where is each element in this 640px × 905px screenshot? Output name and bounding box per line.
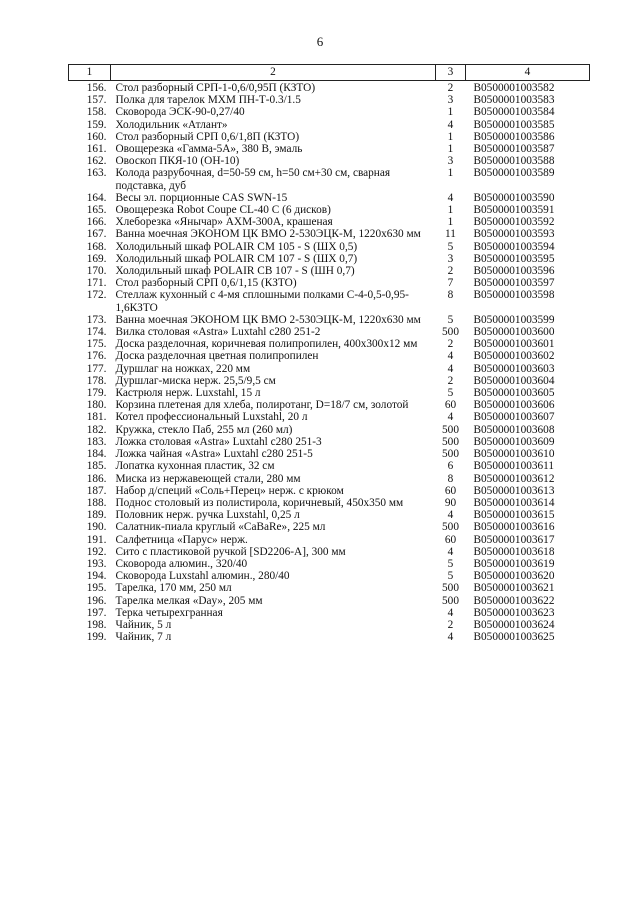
row-number: 157. (86, 94, 107, 107)
row-number: 167. (86, 228, 107, 241)
row-number: 182. (86, 423, 107, 436)
table-row (69, 119, 590, 131)
row-number: 193. (86, 557, 107, 570)
item-code: B0500001003617 (473, 533, 555, 546)
item-name: Овощерезка Robot Coupe CL-40 C (6 дисков) (115, 204, 331, 217)
table-row (69, 631, 590, 643)
row-number: 156. (86, 82, 107, 94)
item-name: Сковорода Luxstahl алюмин., 280/40 (115, 570, 290, 583)
row-number: 170. (86, 265, 107, 278)
table-row (69, 204, 590, 216)
row-number: 176. (86, 350, 107, 363)
item-name: Холодильный шкаф POLAIR CM 107 - S (ШХ 0,7) (115, 252, 358, 265)
item-code: B0500001003612 (473, 472, 555, 485)
table-row (69, 289, 590, 313)
item-name: Холодильный шкаф POLAIR CM 105 - S (ШХ 0,5) (115, 240, 358, 253)
table-row (69, 411, 590, 423)
item-code: B0500001003588 (473, 155, 555, 168)
item-quantity: 4 (447, 631, 454, 644)
item-code: B0500001003583 (473, 94, 555, 107)
table-row (69, 521, 590, 533)
row-number: 188. (86, 496, 107, 509)
item-name: Доска разделочная цветная полипропилен (115, 350, 319, 363)
item-code: B0500001003591 (473, 204, 555, 217)
item-name: Сито с пластиковой ручкой [SD2206-A], 300 мм (115, 545, 346, 558)
item-quantity: 8 (447, 472, 454, 485)
table-row (69, 473, 590, 485)
item-quantity: 60 (444, 484, 457, 497)
row-number: 180. (86, 399, 107, 412)
item-code: B0500001003586 (473, 130, 555, 143)
item-name: Полка для тарелок МХМ ПН-Т-0.3/1.5 (115, 94, 301, 107)
item-code: B0500001003611 (473, 460, 555, 473)
item-code: B0500001003593 (473, 228, 555, 241)
item-name: Ложка столовая «Astra» Luxtahl c280 251-3 (115, 435, 322, 448)
item-code: B0500001003622 (473, 594, 555, 607)
item-quantity: 4 (447, 509, 454, 522)
table-row (69, 131, 590, 143)
item-code: B0500001003601 (473, 338, 555, 351)
table-body (69, 81, 590, 644)
item-quantity: 5 (447, 570, 454, 583)
item-code: B0500001003589 (473, 167, 555, 180)
row-number: 158. (86, 106, 107, 119)
table-row (69, 595, 590, 607)
item-name: Овоскоп ПКЯ-10 (ОН-10) (115, 155, 240, 168)
item-name: Весы эл. порционные CAS SWN-15 (115, 191, 288, 204)
item-quantity: 11 (445, 228, 456, 241)
row-number: 165. (86, 204, 107, 217)
row-number: 168. (86, 240, 107, 253)
item-quantity: 2 (447, 338, 454, 351)
table-row (69, 106, 590, 118)
item-quantity: 2 (447, 618, 454, 631)
item-name: Овощерезка «Гамма-5А», 380 В, эмаль (115, 143, 303, 156)
item-quantity: 8 (447, 289, 454, 302)
row-number: 177. (86, 362, 107, 375)
item-quantity: 90 (444, 496, 457, 509)
item-code: B0500001003599 (473, 313, 555, 326)
item-code: B0500001003624 (473, 618, 555, 631)
item-quantity: 2 (447, 374, 454, 387)
table-row (69, 265, 590, 277)
table-row (69, 228, 590, 240)
table-row (69, 241, 590, 253)
item-name: Лопатка кухонная пластик, 32 см (115, 460, 275, 473)
table-row (69, 94, 590, 106)
table-row (69, 375, 590, 387)
table-row (69, 534, 590, 546)
item-quantity: 500 (442, 448, 459, 461)
table-row (69, 350, 590, 362)
table-row (69, 143, 590, 155)
item-name: Тарелка, 170 мм, 250 мл (115, 582, 232, 595)
item-quantity: 4 (447, 350, 454, 363)
item-quantity: 2 (447, 265, 454, 278)
item-name: Миска из нержавеющей стали, 280 мм (115, 472, 301, 485)
item-quantity: 1 (447, 130, 454, 143)
row-number: 192. (86, 545, 107, 558)
table-row (69, 582, 590, 594)
item-name: Вилка столовая «Astra» Luxtahl c280 251-2 (115, 326, 321, 339)
item-quantity: 1 (447, 167, 454, 180)
item-quantity: 500 (442, 423, 459, 436)
item-quantity: 500 (442, 521, 459, 534)
item-code: B0500001003625 (473, 631, 555, 644)
item-code: B0500001003600 (473, 326, 555, 339)
row-number: 171. (86, 277, 107, 290)
item-name: Колода разрубочная, d=50-59 см, h=50 см+30 см, сварная подставка, дуб (115, 167, 391, 192)
column-header-name: 2 (111, 65, 436, 81)
item-code: B0500001003604 (473, 374, 555, 387)
item-quantity: 6 (447, 460, 454, 473)
row-number: 179. (86, 387, 107, 400)
item-quantity: 4 (447, 362, 454, 375)
row-number: 190. (86, 521, 107, 534)
table-header-row (69, 65, 590, 81)
item-name: Стол разборный СРП 0,6/1,8П (КЗТО) (115, 130, 300, 143)
item-name: Холодильный шкаф POLAIR CB 107 - S (ШН 0,7) (115, 265, 355, 278)
row-number: 191. (86, 533, 107, 546)
item-name: Сковорода ЭСК-90-0,27/40 (115, 106, 245, 119)
item-quantity: 4 (447, 118, 454, 131)
item-quantity: 2 (447, 82, 454, 94)
table-row (69, 509, 590, 521)
item-code: B0500001003584 (473, 106, 555, 119)
column-header-code: 4 (466, 65, 590, 81)
page-number: 6 (316, 34, 324, 49)
item-name: Дуршлаг на ножках, 220 мм (115, 362, 251, 375)
item-code: B0500001003602 (473, 350, 555, 363)
row-number: 196. (86, 594, 107, 607)
table-row (69, 448, 590, 460)
item-quantity: 4 (447, 545, 454, 558)
item-quantity: 4 (447, 606, 454, 619)
item-name: Котел профессиональный Luxstahl, 20 л (115, 411, 308, 424)
table-row (69, 81, 590, 95)
item-code: B0500001003587 (473, 143, 555, 156)
item-code: B0500001003607 (473, 411, 555, 424)
item-code: B0500001003582 (473, 82, 555, 94)
column-header-number: 1 (69, 65, 111, 81)
item-code: B0500001003623 (473, 606, 555, 619)
item-quantity: 1 (447, 106, 454, 119)
item-quantity: 4 (447, 411, 454, 424)
item-quantity: 1 (447, 204, 454, 217)
item-name: Чайник, 7 л (115, 631, 172, 644)
row-number: 195. (86, 582, 107, 595)
item-name: Доска разделочная, коричневая полипропилен, 400х300х12 мм (115, 338, 418, 351)
item-name: Поднос столовый из полистирола, коричневый, 450х350 мм (115, 496, 404, 509)
table-row (69, 387, 590, 399)
item-code: B0500001003592 (473, 216, 555, 229)
table-row (69, 253, 590, 265)
item-code: B0500001003594 (473, 240, 555, 253)
item-name: Стол разборный СРП 0,6/1,15 (КЗТО) (115, 277, 297, 290)
item-quantity: 1 (447, 216, 454, 229)
item-code: B0500001003609 (473, 435, 555, 448)
row-number: 173. (86, 313, 107, 326)
item-quantity: 3 (447, 94, 454, 107)
item-quantity: 7 (447, 277, 454, 290)
item-code: B0500001003620 (473, 570, 555, 583)
item-code: B0500001003598 (473, 289, 555, 302)
column-header-quantity: 3 (436, 65, 466, 81)
row-number: 178. (86, 374, 107, 387)
table-row (69, 155, 590, 167)
item-quantity: 500 (442, 326, 459, 339)
table-row (69, 338, 590, 350)
table-row (69, 497, 590, 509)
item-quantity: 4 (447, 191, 454, 204)
table-row (69, 424, 590, 436)
row-number: 197. (86, 606, 107, 619)
item-code: B0500001003619 (473, 557, 555, 570)
inventory-table (68, 64, 590, 643)
row-number: 199. (86, 631, 107, 644)
item-quantity: 3 (447, 252, 454, 265)
row-number: 160. (86, 130, 107, 143)
row-number: 159. (86, 118, 107, 131)
table-row (69, 192, 590, 204)
row-number: 189. (86, 509, 107, 522)
item-name: Чайник, 5 л (115, 618, 172, 631)
item-quantity: 5 (447, 557, 454, 570)
item-name: Дуршлаг-миска нерж. 25,5/9,5 см (115, 374, 276, 387)
row-number: 185. (86, 460, 107, 473)
item-name: Стол разборный СРП-1-0,6/0,95П (КЗТО) (115, 82, 316, 94)
item-name: Ванна моечная ЭКОНОМ ЦК ВМО 2-530ЭЦК-М, 1220х630 мм (115, 313, 421, 326)
item-name: Кружка, стекло Паб, 255 мл (260 мл) (115, 423, 293, 436)
row-number: 163. (86, 167, 107, 180)
table-row (69, 326, 590, 338)
table-row (69, 546, 590, 558)
row-number: 184. (86, 448, 107, 461)
item-name: Хлеборезка «Янычар» АХМ-300А, крашеная (115, 216, 333, 229)
row-number: 161. (86, 143, 107, 156)
table-row (69, 314, 590, 326)
item-code: B0500001003603 (473, 362, 555, 375)
item-name: Салфетница «Парус» нерж. (115, 533, 248, 546)
row-number: 183. (86, 435, 107, 448)
item-code: B0500001003608 (473, 423, 555, 436)
item-name: Корзина плетеная для хлеба, полиротанг, D=18/7 см, золотой (115, 399, 409, 412)
table-row (69, 570, 590, 582)
item-code: B0500001003605 (473, 387, 555, 400)
row-number: 164. (86, 191, 107, 204)
item-quantity: 5 (447, 387, 454, 400)
item-code: B0500001003613 (473, 484, 555, 497)
row-number: 162. (86, 155, 107, 168)
row-number: 174. (86, 326, 107, 339)
item-name: Половник нерж. ручка Luxstahl, 0,25 л (115, 509, 300, 522)
item-quantity: 5 (447, 240, 454, 253)
row-number: 166. (86, 216, 107, 229)
row-number: 175. (86, 338, 107, 351)
item-code: B0500001003597 (473, 277, 555, 290)
item-quantity: 500 (442, 582, 459, 595)
item-code: B0500001003596 (473, 265, 555, 278)
item-code: B0500001003595 (473, 252, 555, 265)
table-row (69, 460, 590, 472)
table-row (69, 558, 590, 570)
item-quantity: 60 (444, 533, 457, 546)
row-number: 198. (86, 618, 107, 631)
item-code: B0500001003610 (473, 448, 555, 461)
table-row (69, 485, 590, 497)
item-quantity: 1 (447, 143, 454, 156)
table-row (69, 619, 590, 631)
item-name: Ложка чайная «Astra» Luxtahl c280 251-5 (115, 448, 313, 461)
item-name: Тарелка мелкая «Day», 205 мм (115, 594, 263, 607)
table-row (69, 607, 590, 619)
item-code: B0500001003618 (473, 545, 555, 558)
item-name: Терка четырехгранная (115, 606, 223, 619)
item-quantity: 60 (444, 399, 457, 412)
table-row (69, 167, 590, 191)
row-number: 169. (86, 252, 107, 265)
item-code: B0500001003585 (473, 118, 555, 131)
table-row (69, 436, 590, 448)
table-row (69, 216, 590, 228)
item-name: Набор д/специй «Соль+Перец» нерж. с крюком (115, 484, 344, 497)
item-code: B0500001003614 (473, 496, 555, 509)
item-code: B0500001003615 (473, 509, 555, 522)
row-number: 194. (86, 570, 107, 583)
item-name: Салатник-пиала круглый «CaBaRe», 225 мл (115, 521, 326, 534)
row-number: 172. (86, 289, 107, 302)
item-quantity: 5 (447, 313, 454, 326)
row-number: 187. (86, 484, 107, 497)
table-row (69, 277, 590, 289)
table-row (69, 363, 590, 375)
item-code: B0500001003606 (473, 399, 555, 412)
row-number: 181. (86, 411, 107, 424)
item-name: Кастрюля нерж. Luxstahl, 15 л (115, 387, 261, 400)
item-name: Холодильник «Атлант» (115, 118, 228, 131)
item-quantity: 500 (442, 594, 459, 607)
item-quantity: 3 (447, 155, 454, 168)
item-name: Стеллаж кухонный с 4-мя сплошными полками С-4-0,5-0,95-1,6КЗТО (115, 289, 409, 314)
row-number: 186. (86, 472, 107, 485)
item-code: B0500001003616 (473, 521, 555, 534)
item-code: B0500001003590 (473, 191, 555, 204)
item-code: B0500001003621 (473, 582, 555, 595)
item-name: Сковорода алюмин., 320/40 (115, 557, 248, 570)
table-row (69, 399, 590, 411)
item-quantity: 500 (442, 435, 459, 448)
item-name: Ванна моечная ЭКОНОМ ЦК ВМО 2-530ЭЦК-М, 1220х630 мм (115, 228, 421, 241)
